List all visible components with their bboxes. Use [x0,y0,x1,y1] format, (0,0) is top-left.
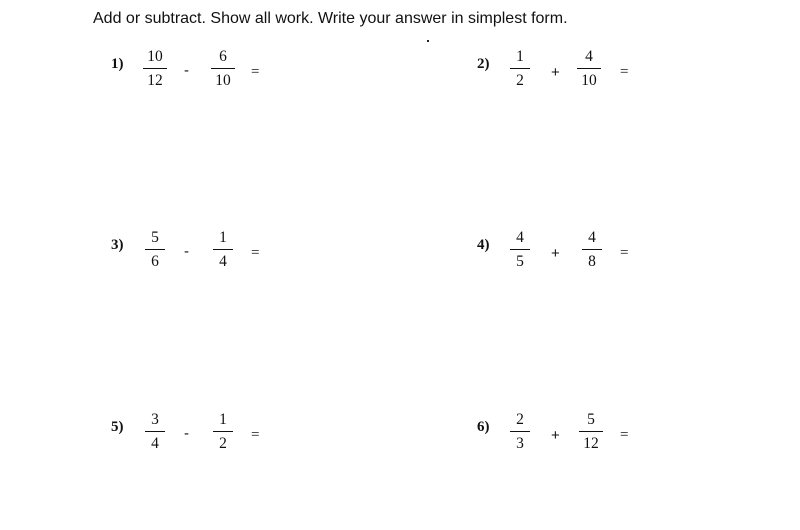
fraction-b [577,48,601,89]
equals-sign: = [620,427,629,443]
fraction-bar [143,68,167,69]
denominator: 6 [151,253,159,270]
stray-dot [427,40,429,42]
numerator: 2 [516,411,524,428]
fraction-bar [582,249,602,250]
fraction-b [582,229,602,270]
equals-sign: = [251,245,260,261]
numerator: 3 [151,411,159,428]
denominator: 3 [516,435,524,452]
numerator: 4 [516,229,524,246]
fraction-bar [510,249,530,250]
numerator: 10 [147,48,163,65]
equals-sign: = [620,64,629,80]
problem-number: 6) [477,419,490,435]
equals-sign: = [620,245,629,261]
fraction-bar [579,431,603,432]
fraction-a [510,411,530,452]
equals-sign: = [251,64,260,80]
operator: + [551,245,560,262]
fraction-a [510,48,530,89]
fraction-bar [213,249,233,250]
denominator: 12 [147,72,163,89]
fraction-b [579,411,603,452]
numerator: 1 [219,411,227,428]
problem-number: 1) [111,56,124,72]
fraction-a [510,229,530,270]
denominator: 4 [219,253,227,270]
operator: + [551,427,560,444]
problem-number: 3) [111,237,124,253]
denominator: 5 [516,253,524,270]
fraction-bar [213,431,233,432]
denominator: 10 [215,72,231,89]
numerator: 1 [516,48,524,65]
equals-sign: = [251,427,260,443]
problem-number: 5) [111,419,124,435]
fraction-b [213,229,233,270]
denominator: 4 [151,435,159,452]
fraction-bar [211,68,235,69]
fraction-bar [510,431,530,432]
numerator: 5 [151,229,159,246]
numerator: 6 [219,48,227,65]
fraction-bar [510,68,530,69]
fraction-a [143,48,167,89]
problem-number: 4) [477,237,490,253]
numerator: 4 [588,229,596,246]
fraction-a [145,411,165,452]
numerator: 5 [587,411,595,428]
problem-number: 2) [477,56,490,72]
operator: - [184,243,189,260]
numerator: 4 [585,48,593,65]
worksheet-instructions: Add or subtract. Show all work. Write your answer in simplest form. [93,10,568,27]
fraction-bar [577,68,601,69]
fraction-a [145,229,165,270]
operator: - [184,62,189,79]
fraction-bar [145,249,165,250]
fraction-bar [145,431,165,432]
denominator: 2 [516,72,524,89]
fraction-b [213,411,233,452]
denominator: 10 [581,72,597,89]
denominator: 8 [588,253,596,270]
fraction-b [211,48,235,89]
denominator: 12 [583,435,599,452]
operator: + [551,64,560,81]
denominator: 2 [219,435,227,452]
numerator: 1 [219,229,227,246]
operator: - [184,425,189,442]
